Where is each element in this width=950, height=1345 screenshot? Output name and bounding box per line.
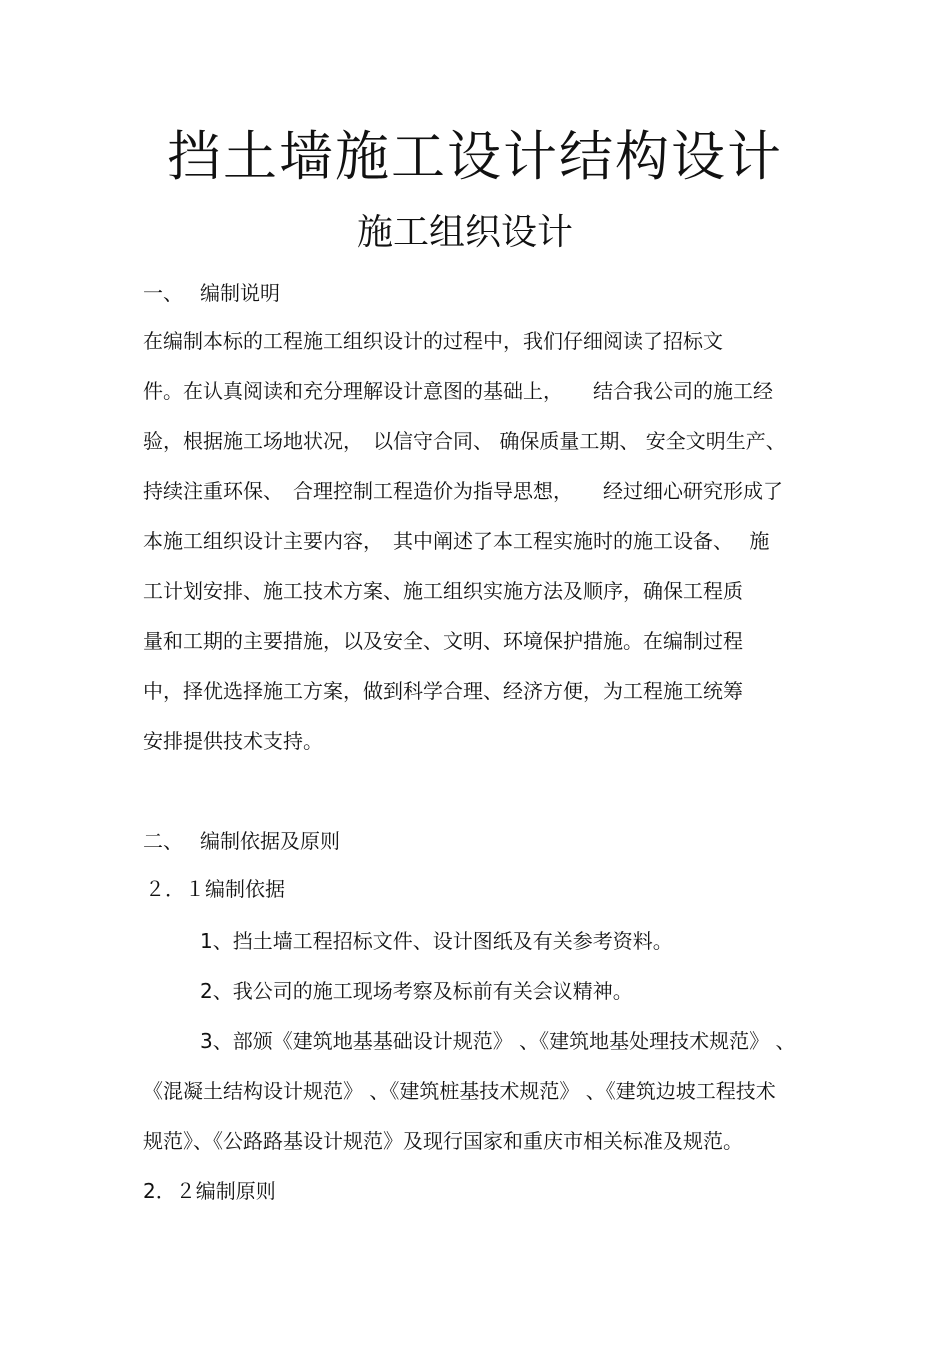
basis-item: 1、挡土墙工程招标文件、设计图纸及有关参考资料。 [200,929,673,953]
section-1-line: 工计划安排、施工技术方案、施工组织实施方法及顺序，确保工程质 [143,579,743,603]
section-1-line: 验，根据施工场地状况， 以信守合同、 确保质量工期、 安全文明生产、 [143,429,786,453]
section-1-line: 量和工期的主要措施，以及安全、文明、环境保护措施。在编制过程 [143,629,743,653]
basis-item-continuation: 《混凝土结构设计规范》 、《建筑桩基技术规范》 、《建筑边坡工程技术 [143,1079,776,1103]
section-1-number: 一、 [143,281,183,305]
section-2-heading: 编制依据及原则 [200,829,340,853]
subsection-2-1-heading: ２．１编制依据 [145,877,285,901]
section-1-line: 本施工组织设计主要内容， 其中阐述了本工程实施时的施工设备、 施 [143,529,770,553]
subsection-2-2-heading: 2．２编制原则 [143,1179,276,1203]
section-1-line: 中，择优选择施工方案，做到科学合理、经济方便，为工程施工统筹 [143,679,743,703]
section-1-line: 安排提供技术支持。 [143,729,323,753]
section-1-line: 在编制本标的工程施工组织设计的过程中，我们仔细阅读了招标文 [143,329,723,353]
basis-item: 3、部颁《建筑地基基础设计规范》 、《建筑地基处理技术规范》 、 [200,1029,796,1053]
document-subtitle: 施工组织设计 [356,212,573,253]
basis-item: 2、我公司的施工现场考察及标前有关会议精神。 [200,979,633,1003]
section-1-line: 持续注重环保、 合理控制工程造价为指导思想， 经过细心研究形成了 [143,479,783,503]
basis-item-continuation: 规范》、《公路路基设计规范》及现行国家和重庆市相关标准及规范。 [143,1129,743,1153]
document-title: 挡土墙施工设计结构设计 [167,125,783,188]
section-2-number: 二、 [143,829,183,853]
section-1-heading: 编制说明 [200,281,280,305]
section-1-line: 件。在认真阅读和充分理解设计意图的基础上， 结合我公司的施工经 [143,379,773,403]
